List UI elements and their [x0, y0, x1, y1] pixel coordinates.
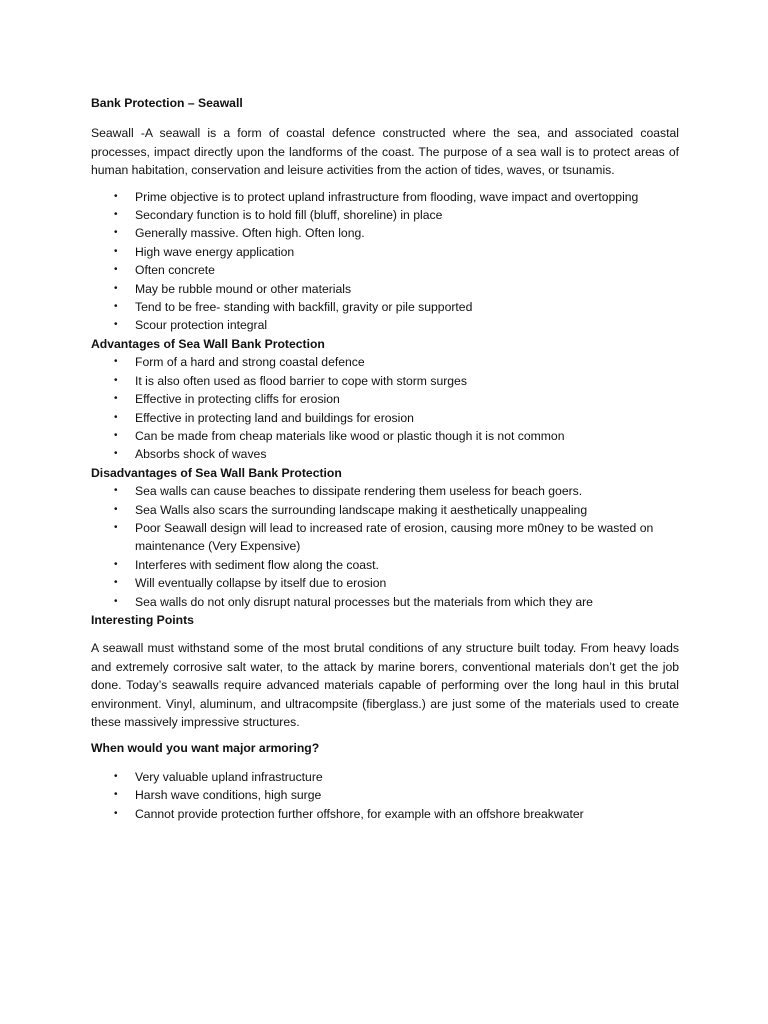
list-item: • Sea walls do not only disrupt natural processes but the materials from which they are [91, 593, 679, 611]
bullet-icon: • [114, 301, 118, 313]
bullet-icon: • [114, 264, 118, 276]
bullet-icon: • [114, 319, 118, 331]
advantages-list [91, 353, 679, 463]
bullet-icon: • [114, 393, 118, 405]
bullet-icon: • [114, 411, 118, 423]
interesting-points-heading: Interesting Points [91, 612, 194, 627]
bullet-icon: • [114, 282, 118, 294]
bullet-icon: • [114, 577, 118, 589]
list-item: • Form of a hard and strong coastal defence [91, 353, 679, 371]
bullet-icon: • [114, 770, 118, 782]
list-item: • It is also often used as flood barrier to cope with storm surges [91, 372, 679, 390]
bullet-icon: • [114, 429, 118, 441]
bullet-icon: • [114, 503, 118, 515]
list-item: • Effective in protecting land and buildings for erosion [91, 409, 679, 427]
list-item: • Tend to be free- standing with backfill, gravity or pile supported [91, 298, 679, 316]
features-list [91, 188, 679, 335]
bullet-icon: • [114, 807, 118, 819]
list-item: • Absorbs shock of waves [91, 445, 679, 463]
list-item: • Harsh wave conditions, high surge [91, 786, 679, 804]
armoring-list [91, 768, 679, 823]
bullet-icon: • [114, 448, 118, 460]
list-item: • Prime objective is to protect upland infrastructure from flooding, wave impact and overtopping [91, 188, 679, 206]
list-item: • Sea Walls also scars the surrounding landscape making it aesthetically unappealing [91, 501, 679, 519]
armoring-heading: When would you want major armoring? [91, 741, 320, 756]
list-item: • Will eventually collapse by itself due to erosion [91, 574, 679, 592]
advantages-heading: Advantages of Sea Wall Bank Protection [91, 336, 325, 351]
list-item: • Effective in protecting cliffs for erosion [91, 390, 679, 408]
list-item: • Secondary function is to hold fill (bluff, shoreline) in place [91, 206, 679, 224]
bullet-icon: • [114, 374, 118, 386]
list-item: • High wave energy application [91, 243, 679, 261]
bullet-icon: • [114, 595, 118, 607]
list-item: • Poor Seawall design will lead to increased rate of erosion, causing more m0ney to be wasted on maintenance (Very Expensive) [114, 520, 654, 554]
interesting-points-paragraph: A seawall must withstand some of the most brutal conditions of any structure built today. From heavy loads and extremely corrosive salt water, to the attack by marine borers, conventional materials don’t get the job done. Today’s seawalls require advanced materials capable of performing over the long haul in this brutal environment. Vinyl, aluminum, and ultracompsite (fiberglass.) are just some of the materials used to create these massively impressive structures. [91, 641, 679, 729]
list-item: • Interferes with sediment flow along the coast. [91, 556, 679, 574]
bullet-icon: • [114, 789, 118, 801]
list-item: • Often concrete [91, 261, 679, 279]
document-title: Bank Protection – Seawall [91, 96, 243, 110]
list-item: • Generally massive. Often high. Often long. [91, 224, 679, 242]
list-item: • Can be made from cheap materials like wood or plastic though it is not common [91, 427, 679, 445]
list-item: • Very valuable upland infrastructure [91, 768, 679, 786]
list-item: • May be rubble mound or other materials [91, 280, 679, 298]
list-item: • Sea walls can cause beaches to dissipate rendering them useless for beach goers. [91, 482, 679, 500]
bullet-icon: • [114, 356, 118, 368]
bullet-icon: • [114, 245, 118, 257]
bullet-icon: • [114, 190, 118, 202]
list-item: • Cannot provide protection further offshore, for example with an offshore breakwater [91, 805, 679, 823]
bullet-icon: • [114, 521, 118, 533]
disadvantages-list [91, 482, 679, 611]
bullet-icon: • [114, 485, 118, 497]
bullet-icon: • [114, 209, 118, 221]
intro-paragraph: Seawall -A seawall is a form of coastal defence constructed where the sea, and associated coastal processes, impact directly upon the landforms of the coast. The purpose of a sea wall is to protect areas of human habitation, conservation and leisure activities from the action of tides, waves, or tsunamis. [91, 126, 679, 178]
disadvantages-heading: Disadvantages of Sea Wall Bank Protection [91, 465, 342, 480]
list-item: • Scour protection integral [91, 316, 679, 334]
bullet-icon: • [114, 227, 118, 239]
bullet-icon: • [114, 558, 118, 570]
document-page [91, 94, 679, 823]
